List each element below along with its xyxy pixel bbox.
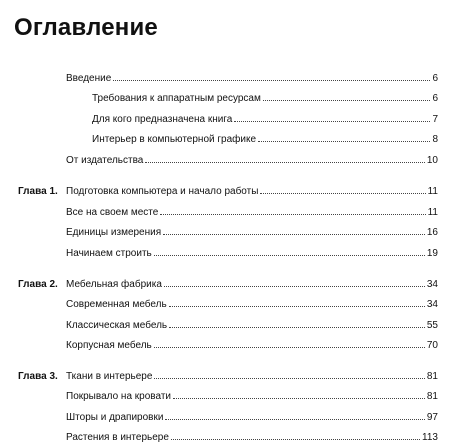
- page-number: 55: [426, 320, 438, 331]
- dot-leader: [145, 161, 425, 163]
- page-number: 34: [426, 299, 438, 310]
- dot-leader: [154, 254, 425, 256]
- entry-title: Классическая мебель: [66, 320, 168, 331]
- toc-row: [0, 370, 450, 386]
- toc-row: [0, 154, 450, 170]
- page-number: 7: [432, 114, 438, 125]
- dot-leader: [169, 305, 425, 307]
- dot-leader: [263, 99, 431, 101]
- dot-leader: [154, 346, 425, 348]
- page-title: Оглавление: [14, 14, 158, 41]
- page-number: 6: [432, 93, 438, 104]
- toc-row: [0, 72, 450, 88]
- toc-row: [0, 247, 450, 263]
- page-number: 11: [427, 207, 438, 218]
- dot-leader: [260, 192, 425, 194]
- toc-row: [0, 298, 450, 314]
- toc-entry[interactable]: [66, 278, 438, 292]
- toc-row: [0, 319, 450, 335]
- page-number: 8: [432, 134, 438, 145]
- dot-leader: [169, 326, 425, 328]
- page-number: 10: [426, 155, 438, 166]
- page-number: 16: [426, 227, 438, 238]
- dot-leader: [165, 418, 424, 420]
- toc-row: [0, 113, 450, 129]
- toc-row: [0, 411, 450, 427]
- page-number: 70: [426, 340, 438, 351]
- toc-row: [0, 185, 450, 201]
- chapter-label: Глава 1.: [18, 186, 58, 197]
- page-number: 81: [426, 371, 438, 382]
- toc-row: [0, 431, 450, 447]
- entry-title: Для кого предназначена книга: [92, 114, 233, 125]
- dot-leader: [171, 438, 420, 440]
- page-number: 81: [426, 391, 438, 402]
- toc-entry[interactable]: [92, 113, 438, 127]
- toc-entry[interactable]: [66, 206, 438, 220]
- dot-leader: [234, 120, 430, 122]
- toc-row: [0, 226, 450, 242]
- entry-title: Введение: [66, 73, 112, 84]
- entry-title: Покрывало на кровати: [66, 391, 171, 402]
- toc-entry[interactable]: [92, 92, 438, 106]
- dot-leader: [154, 377, 424, 379]
- toc-entry[interactable]: [66, 72, 438, 86]
- page-number: 19: [426, 248, 438, 259]
- toc-entry[interactable]: [66, 298, 438, 312]
- entry-title: Подготовка компьютера и начало работы: [66, 186, 259, 197]
- chapter-label: Глава 3.: [18, 371, 58, 382]
- entry-title: Мебельная фабрика: [66, 279, 162, 290]
- toc-entry[interactable]: [66, 185, 438, 199]
- page-number: 6: [432, 73, 438, 84]
- toc-row: [0, 206, 450, 222]
- entry-title: Единицы измерения: [66, 227, 162, 238]
- entry-title: Все на своем месте: [66, 207, 159, 218]
- entry-title: Корпусная мебель: [66, 340, 152, 351]
- page-number: 34: [426, 279, 438, 290]
- entry-title: Начинаем строить: [66, 248, 152, 259]
- dot-leader: [113, 79, 430, 81]
- dot-leader: [164, 285, 425, 287]
- dot-leader: [160, 213, 425, 215]
- dot-leader: [258, 140, 430, 142]
- toc-row: [0, 390, 450, 406]
- dot-leader: [163, 233, 425, 235]
- toc-row: [0, 92, 450, 108]
- page-number: 113: [422, 432, 438, 443]
- page-number: 97: [426, 412, 438, 423]
- entry-title: Интерьер в компьютерной графике: [92, 134, 257, 145]
- toc-row: [0, 133, 450, 149]
- entry-title: Ткани в интерьере: [66, 371, 153, 382]
- entry-title: Растения в интерьере: [66, 432, 169, 443]
- toc-entry[interactable]: [66, 390, 438, 404]
- entry-title: От издательства: [66, 155, 144, 166]
- entry-title: Современная мебель: [66, 299, 167, 310]
- toc-entry[interactable]: [66, 370, 438, 384]
- chapter-label: Глава 2.: [18, 279, 58, 290]
- toc-entry[interactable]: [66, 226, 438, 240]
- toc-row: [0, 278, 450, 294]
- toc-entry[interactable]: [66, 339, 438, 353]
- toc-entry[interactable]: [66, 247, 438, 261]
- page-number: 11: [427, 186, 438, 197]
- dot-leader: [173, 397, 425, 399]
- toc-entry[interactable]: [66, 431, 438, 445]
- toc-entry[interactable]: [66, 154, 438, 168]
- toc-entry[interactable]: [66, 411, 438, 425]
- entry-title: Шторы и драпировки: [66, 412, 164, 423]
- toc-entry[interactable]: [92, 133, 438, 147]
- toc-row: [0, 339, 450, 355]
- entry-title: Требования к аппаратным ресурсам: [92, 93, 261, 104]
- toc-entry[interactable]: [66, 319, 438, 333]
